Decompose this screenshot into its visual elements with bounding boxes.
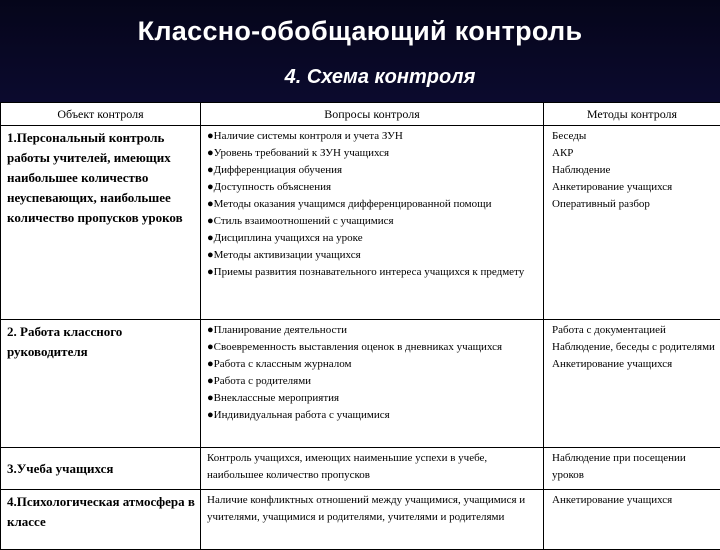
control-scheme-table	[0, 102, 720, 550]
method-item: Наблюдение при посещении уроков	[552, 450, 716, 484]
method-item: Беседы	[552, 128, 716, 145]
page-subtitle: 4. Схема контроля	[0, 66, 720, 89]
page-title: Классно-обобщающий контроль	[0, 16, 720, 47]
table-row	[1, 126, 720, 320]
row-3-methods	[544, 448, 720, 490]
question-item: ●Работа с родителями	[207, 373, 539, 390]
row-1-methods	[544, 126, 720, 320]
row-4-questions	[201, 490, 544, 550]
method-item: Работа с документацией	[552, 322, 716, 339]
question-item: ●Уровень требований к ЗУН учащихся	[207, 145, 539, 162]
question-item: ●Дифференциация обучения	[207, 162, 539, 179]
question-item: ●Дисциплина учащихся на уроке	[207, 230, 539, 247]
table-header-row	[1, 103, 720, 126]
method-item: АКР	[552, 145, 716, 162]
row-3-questions	[201, 448, 544, 490]
header-methods: Методы контроля	[544, 103, 720, 126]
row-1-object: 1.Персональный контроль работы учителей, имеющих наибольшее количество неуспевающих, наибольшее количество пропусков уроков	[1, 126, 201, 320]
question-item: ●Индивидуальная работа с учащимися	[207, 407, 539, 424]
row-1-questions	[201, 126, 544, 320]
question-item: ●Работа с классным журналом	[207, 356, 539, 373]
header-object: Объект контроля	[1, 103, 201, 126]
row-2-questions	[201, 320, 544, 448]
question-item: ●Методы оказания учащимся дифференцированной помощи	[207, 196, 539, 213]
header-questions: Вопросы контроля	[201, 103, 544, 126]
method-item: Наблюдение	[552, 162, 716, 179]
table-row	[1, 320, 720, 448]
row-3-object: 3.Учеба учащихся	[1, 448, 201, 490]
question-item: ●Внеклассные мероприятия	[207, 390, 539, 407]
question-item: ●Стиль взаимоотношений с учащимися	[207, 213, 539, 230]
method-item: Анкетирование учащихся	[552, 356, 716, 373]
method-item: Анкетирование учащихся	[552, 492, 716, 509]
method-item: Наблюдение, беседы с родителями	[552, 339, 716, 356]
method-item: Анкетирование учащихся	[552, 179, 716, 196]
method-item: Оперативный разбор	[552, 196, 716, 213]
question-item: ●Методы активизации учащихся	[207, 247, 539, 264]
question-item: ●Планирование деятельности	[207, 322, 539, 339]
question-item: ●Доступность объяснения	[207, 179, 539, 196]
row-2-object: 2. Работа классного руководителя	[1, 320, 201, 448]
row-4-methods	[544, 490, 720, 550]
question-item: ●Приемы развития познавательного интереса учащихся к предмету	[207, 264, 539, 281]
question-item: Наличие конфликтных отношений между учащимися, учащимися и учителями, учащимися и родителями, учителями и родителями	[207, 492, 539, 526]
question-item: ●Наличие системы контроля и учета ЗУН	[207, 128, 539, 145]
row-4-object: 4.Психологическая атмосфера в классе	[1, 490, 201, 550]
row-2-methods	[544, 320, 720, 448]
question-item: ●Своевременность выставления оценок в дневниках учащихся	[207, 339, 539, 356]
table-row	[1, 490, 720, 550]
question-item: Контроль учащихся, имеющих наименьшие успехи в учебе, наибольшее количество пропусков	[207, 450, 539, 484]
table-row	[1, 448, 720, 490]
